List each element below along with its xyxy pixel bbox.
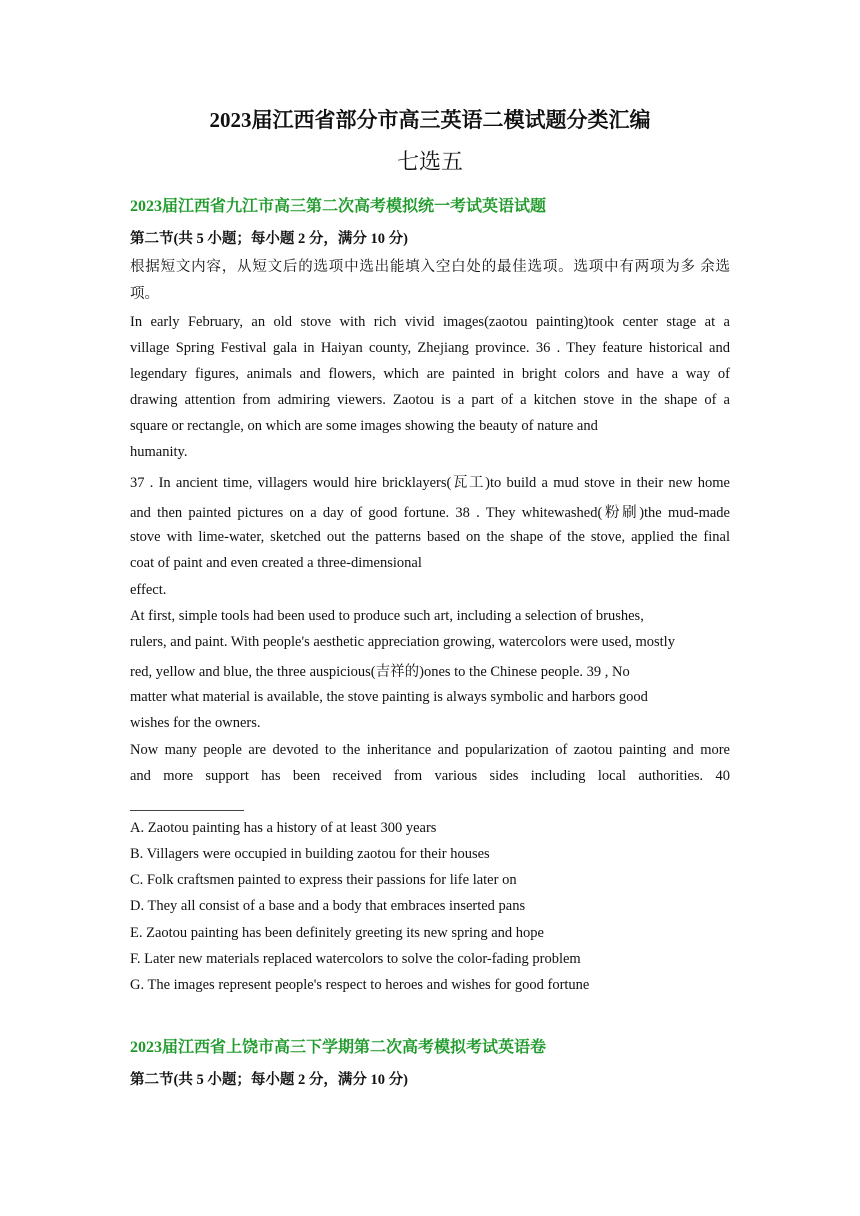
passage-line: rulers, and paint. With people's aesthetic appreciation growing, watercolors were used, mostly (130, 634, 675, 650)
passage-line: matter what material is available, the stove painting is always symbolic and harbors good (130, 689, 648, 705)
document-subtitle: 七选五 (396, 149, 463, 174)
passage-line: In early February, an old stove with rich vivid images(zaotou painting)took center stage at a (130, 314, 730, 330)
passage-line: village Spring Festival gala in Haiyan county, Zhejiang province. 36 . They feature historical and (130, 340, 730, 356)
passage-line: stove with lime-water, sketched out the patterns based on the shape of the stove, applied the final (130, 529, 730, 545)
instruction-line: 项。 (130, 286, 159, 302)
answer-blank-line (130, 810, 244, 811)
option-item: A. Zaotou painting has a history of at least 300 years (130, 820, 437, 836)
passage-line: coat of paint and even created a three-dimensional (130, 555, 422, 571)
passage-line: wishes for the owners. (130, 715, 261, 731)
option-item: B. Villagers were occupied in building zaotou for their houses (130, 846, 490, 862)
passage-line: and more support has been received from various sides including local authorities. 40 (130, 768, 730, 784)
section-heading-shangrao: 2023届江西省上饶市高三下学期第二次高考模拟考试英语卷 (130, 1039, 547, 1056)
passage-line: Now many people are devoted to the inheritance and popularization of zaotou painting and more (130, 742, 730, 758)
section-heading-jiujiang: 2023届江西省九江市高三第二次高考模拟统一考试英语试题 (130, 198, 547, 215)
passage-line: 37 . In ancient time, villagers would hire bricklayers(瓦工)to build a mud stove in their new home (130, 475, 730, 491)
passage-line: red, yellow and blue, the three auspicious(吉祥的)ones to the Chinese people. 39 , No (130, 664, 630, 680)
passage-line: and then painted pictures on a day of good fortune. 38 . They whitewashed(粉刷)the mud-made (130, 505, 730, 521)
passage-line: humanity. (130, 444, 188, 460)
option-item: G. The images represent people's respect to heroes and wishes for good fortune (130, 977, 590, 993)
passage-line: legendary figures, animals and flowers, which are painted in bright colors and have a way of (130, 366, 730, 382)
passage-line: square or rectangle, on which are some images showing the beauty of nature and (130, 418, 598, 434)
option-item: C. Folk craftsmen painted to express their passions for life later on (130, 872, 517, 888)
part-label: 第二节(共 5 小题；每小题 2 分，满分 10 分) (130, 1072, 408, 1088)
passage-line: drawing attention from admiring viewers. Zaotou is a part of a kitchen stove in the shape of a (130, 392, 730, 408)
option-item: F. Later new materials replaced watercolors to solve the color-fading problem (130, 951, 581, 967)
option-item: D. They all consist of a base and a body that embraces inserted pans (130, 898, 526, 914)
passage-line: effect. (130, 582, 167, 598)
passage-line: At first, simple tools had been used to produce such art, including a selection of brushes, (130, 608, 644, 624)
option-item: E. Zaotou painting has been definitely greeting its new spring and hope (130, 925, 544, 941)
instruction-line: 根据短文内容，从短文后的选项中选出能填入空白处的最佳选项。选项中有两项为多 余选 (130, 259, 730, 275)
part-label: 第二节(共 5 小题；每小题 2 分，满分 10 分) (130, 231, 408, 247)
document-title: 2023届江西省部分市高三英语二模试题分类汇编 (209, 108, 651, 132)
